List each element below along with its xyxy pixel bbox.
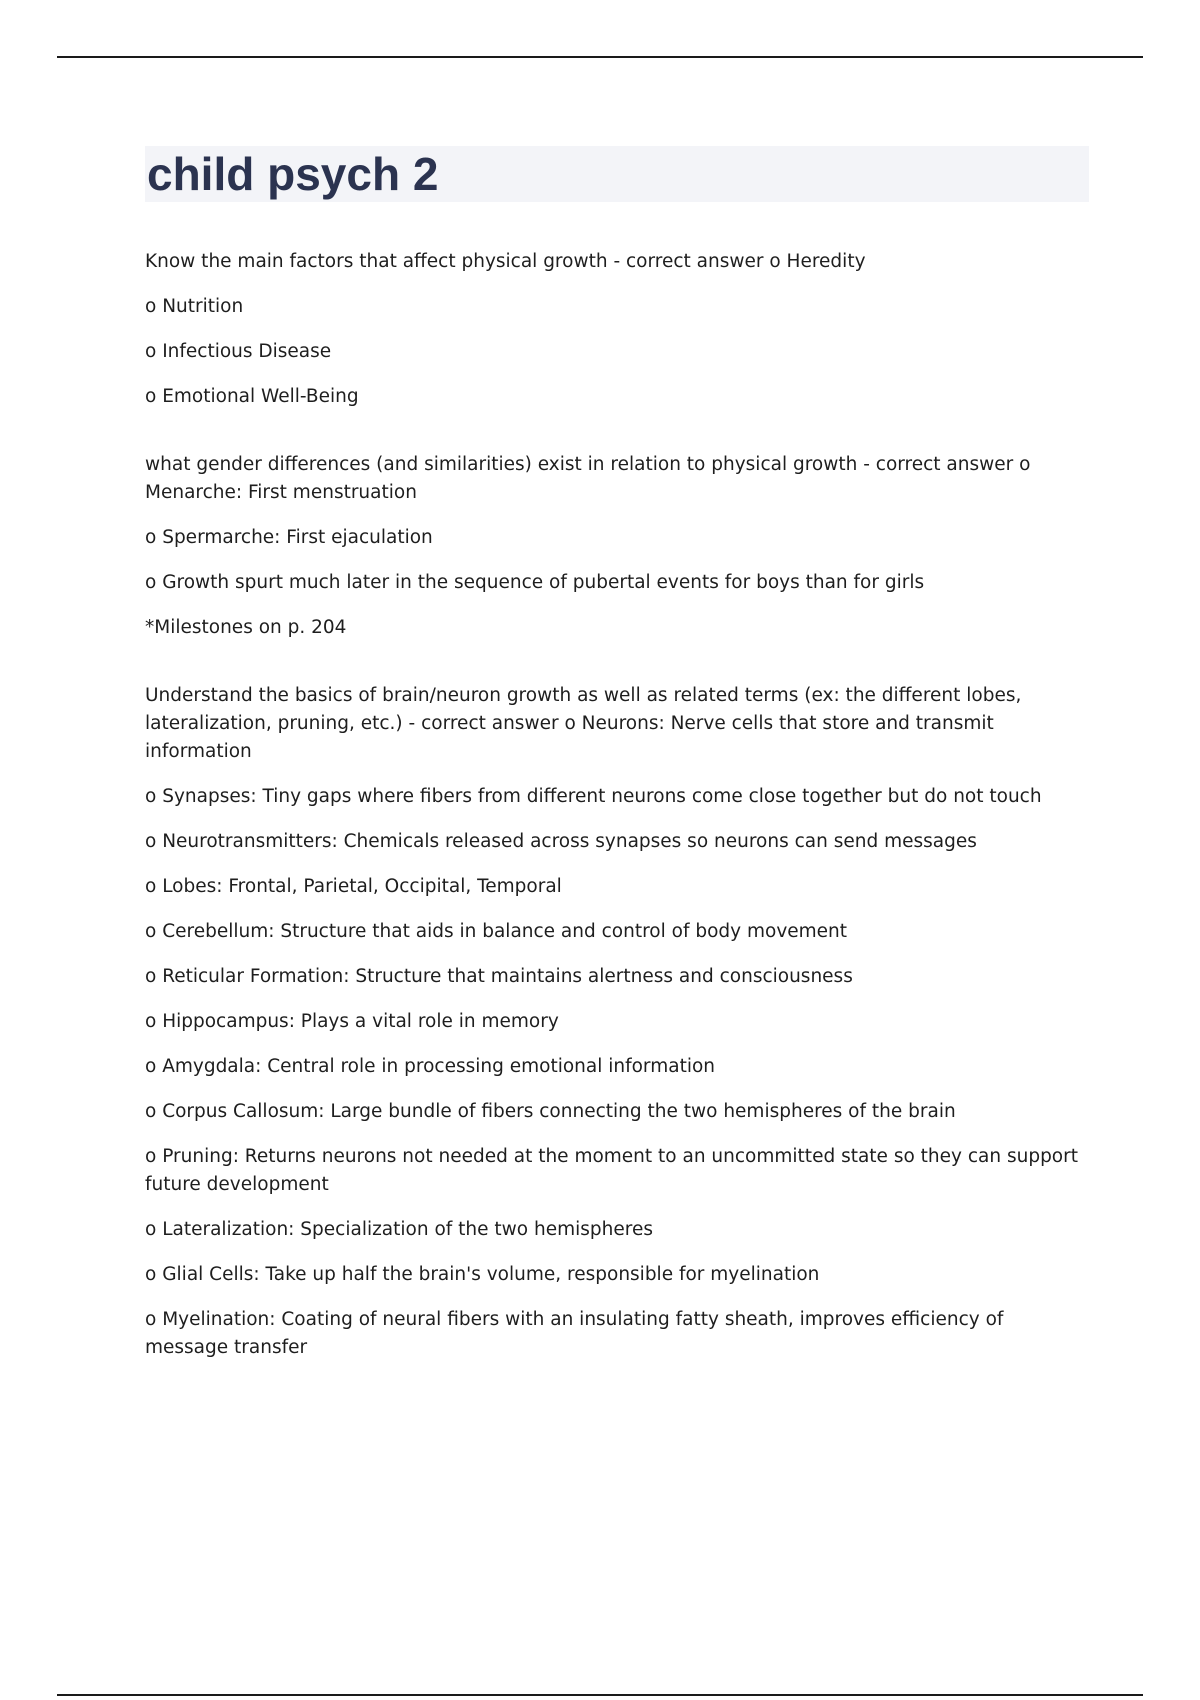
qa-line: o Amygdala: Central role in processing emotional information: [145, 1056, 716, 1077]
qa-block-brain-neuron-growth: [145, 682, 1089, 1362]
qa-line: o Lateralization: Specialization of the two hemispheres: [145, 1219, 653, 1240]
qa-line: *Milestones on p. 204: [145, 617, 347, 638]
qa-line: o Corpus Callosum: Large bundle of fibers connecting the two hemispheres of the brain: [145, 1101, 956, 1122]
qa-line: o Lobes: Frontal, Parietal, Occipital, Temporal: [145, 876, 562, 897]
question-list: [145, 248, 1089, 1362]
title-banner: [145, 146, 1089, 202]
page-title: child psych 2: [147, 148, 439, 200]
qa-line: o Nutrition: [145, 296, 244, 317]
qa-line: o Myelination: Coating of neural fibers with an insulating fatty sheath, improves efficiency of message transfer: [145, 1309, 1004, 1358]
bottom-rule: [57, 1694, 1143, 1696]
qa-line: o Growth spurt much later in the sequence of pubertal events for boys than for girls: [145, 572, 925, 593]
document-body: [145, 146, 1089, 1402]
qa-line: o Spermarche: First ejaculation: [145, 527, 433, 548]
qa-line: o Glial Cells: Take up half the brain's volume, responsible for myelination: [145, 1264, 820, 1285]
qa-block-physical-growth-factors: [145, 248, 1089, 411]
qa-line: o Cerebellum: Structure that aids in balance and control of body movement: [145, 921, 848, 942]
qa-line: o Reticular Formation: Structure that maintains alertness and consciousness: [145, 966, 853, 987]
qa-line: o Neurotransmitters: Chemicals released across synapses so neurons can send messages: [145, 831, 977, 852]
qa-line: Understand the basics of brain/neuron growth as well as related terms (ex: the different lobes, lateralization, pruning, etc.) - correct answer o Neurons: Nerve cells that store and transmit information: [145, 685, 1022, 762]
qa-line: Know the main factors that affect physical growth - correct answer o Heredity: [145, 251, 866, 272]
qa-block-gender-differences: [145, 451, 1089, 642]
top-rule: [57, 56, 1143, 58]
qa-line: o Synapses: Tiny gaps where fibers from different neurons come close together but do not touch: [145, 786, 1042, 807]
qa-line: o Hippocampus: Plays a vital role in memory: [145, 1011, 559, 1032]
qa-line: o Pruning: Returns neurons not needed at the moment to an uncommitted state so they can support future development: [145, 1146, 1078, 1195]
qa-line: o Emotional Well-Being: [145, 386, 359, 407]
qa-line: o Infectious Disease: [145, 341, 332, 362]
qa-line: what gender differences (and similarities) exist in relation to physical growth - correct answer o Menarche: First menstruation: [145, 454, 1031, 503]
